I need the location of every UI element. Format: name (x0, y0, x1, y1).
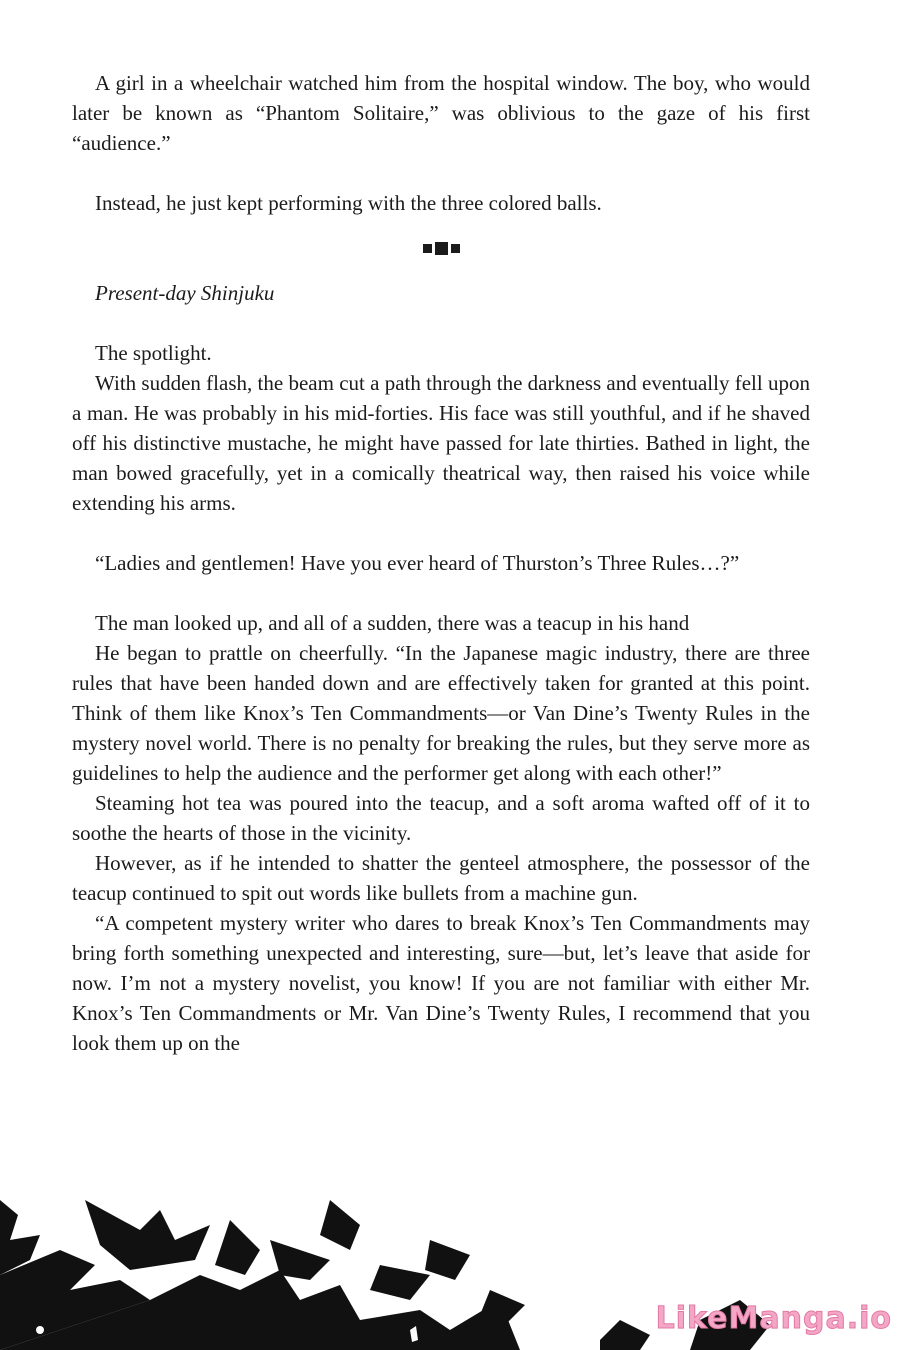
ornament-square-icon (451, 244, 460, 253)
paragraph: Instead, he just kept performing with the three colored balls. (95, 191, 602, 215)
page-body (72, 68, 810, 1058)
paragraph: Steaming hot tea was poured into the teacup, and a soft aroma wafted off of it to soothe the hearts of those in the vicinity. (72, 791, 810, 845)
spacer (72, 158, 810, 188)
spacer (72, 308, 810, 338)
shard (600, 1320, 650, 1350)
paragraph: However, as if he intended to shatter the genteel atmosphere, the possessor of the teacup continued to spit out words like bullets from a machine gun. (72, 851, 810, 905)
shard (320, 1200, 360, 1250)
paragraph: “A competent mystery writer who dares to break Knox’s Ten Commandments may bring forth something unexpected and interesting, sure—but, let’s leave that aside for now. I’m not a mystery novelist, you know! If you are not familiar with either Mr. Knox’s Ten Commandments or Mr. Van Dine’s Twenty Rules, I recommend that you look them up on the (72, 911, 810, 1055)
paragraph: A girl in a wheelchair watched him from the hospital window. The boy, who would later be known as “Phantom Solitaire,” was oblivious to the gaze of his first “audience.” (72, 71, 810, 155)
shard (425, 1240, 470, 1280)
shard (215, 1220, 260, 1275)
ornament-square-icon (435, 242, 448, 255)
watermark-logo: LikeManga.io (655, 1301, 892, 1336)
shard (370, 1265, 430, 1300)
paragraph: He began to prattle on cheerfully. “In the Japanese magic industry, there are three rules that have been handed down and are effectively taken for granted at this point. Think of them like Knox’s Ten Commandments—or Van Dine’s Twenty Rules in the mystery novel world. There is no penalty for breaking the rules, but they serve more as guidelines to help the audience and the performer get along with each other!” (72, 641, 810, 785)
shard-highlight (36, 1326, 44, 1334)
paragraph: With sudden flash, the beam cut a path through the darkness and eventually fell upon a man. He was probably in his mid-forties. His face was still youthful, and if he shaved off his distinctive mustache, he might have passed for late thirties. Bathed in light, the man bowed gracefully, yet in a comically theatrical way, then raised his voice while extending his arms. (72, 371, 810, 515)
spacer (72, 578, 810, 608)
scene-break-ornament (72, 233, 810, 263)
shard (85, 1200, 210, 1270)
paragraph: The spotlight. (95, 341, 212, 365)
section-heading: Present-day Shinjuku (95, 281, 275, 305)
paragraph: The man looked up, and all of a sudden, there was a teacup in his hand (95, 611, 690, 635)
paragraph: “Ladies and gentlemen! Have you ever heard of Thurston’s Three Rules…?” (95, 551, 740, 575)
ornament-square-icon (423, 244, 432, 253)
spacer (72, 518, 810, 548)
